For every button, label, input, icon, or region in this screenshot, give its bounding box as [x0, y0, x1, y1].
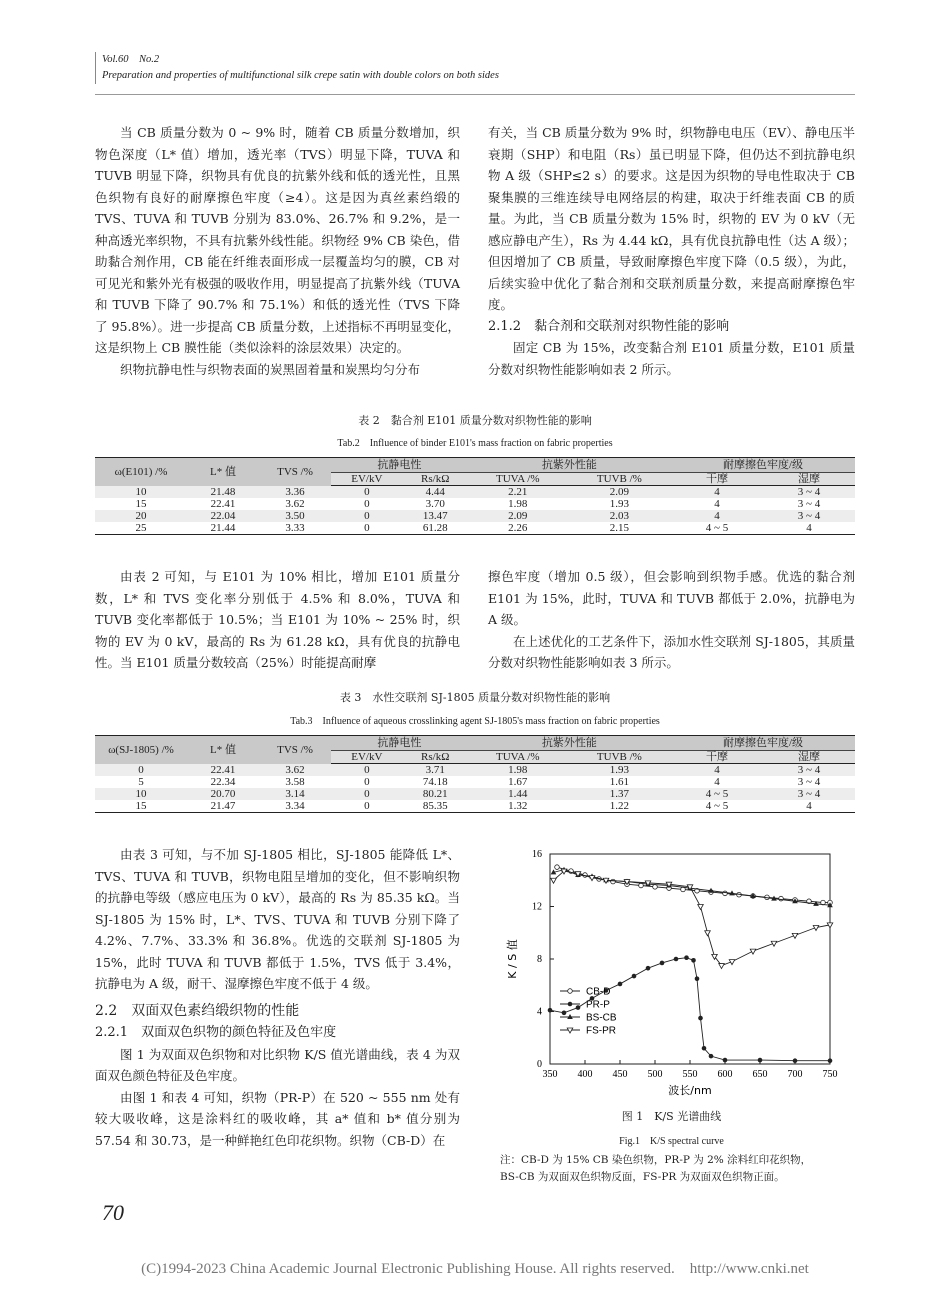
cell: 3 ~ 4: [797, 776, 821, 788]
cell: 4 ~ 5: [671, 800, 763, 813]
cell: 1.61: [609, 776, 629, 788]
cell: 1.22: [568, 800, 671, 813]
cell: 4: [671, 510, 763, 522]
sub-header: EV/kV: [331, 473, 403, 486]
col-header: ω(E101) /%: [95, 458, 187, 486]
table-row: [95, 764, 855, 777]
cell: 0: [364, 776, 370, 788]
cell: 3 ~ 4: [763, 510, 855, 522]
cell: 61.28: [403, 522, 468, 535]
header-rule: [95, 94, 855, 95]
paragraph: 擦色牢度（增加 0.5 级），但会影响到织物手感。优选的黏合剂 E101 为 15%，此时，TUVA 和 TUVB 都低于 2.0%，抗静电为 A 级。: [488, 569, 855, 627]
cell: 2.09: [568, 486, 671, 499]
table-row: [95, 788, 855, 800]
page-number: 70: [102, 1200, 124, 1225]
cell: 2.09: [468, 510, 568, 522]
data-point: [548, 1008, 553, 1013]
cell: 0: [364, 498, 370, 510]
data-point: [576, 1005, 581, 1010]
y-tick-label: 8: [537, 954, 542, 965]
cell: 22.04: [187, 510, 259, 522]
group-header: 耐摩擦色牢度/级: [671, 736, 855, 751]
cell: 15: [135, 498, 147, 510]
x-axis-label: 波长/nm: [668, 1084, 712, 1097]
cell: 20.70: [187, 788, 259, 800]
data-point: [632, 974, 637, 979]
cell: 2.03: [568, 510, 671, 522]
sub-header: Rs/kΩ: [403, 751, 468, 764]
paragraph: 在上述优化的工艺条件下，添加水性交联剂 SJ-1805，其质量分数对织物性能影响如表 3 所示。: [488, 633, 855, 670]
sub-header: TUVA /%: [468, 473, 568, 486]
cell: 3 ~ 4: [797, 498, 821, 510]
cell: 80.21: [403, 788, 468, 800]
x-tick-label: 500: [647, 1069, 663, 1080]
cell: 3.62: [285, 498, 305, 510]
col-header: ω(SJ-1805) /%: [95, 736, 187, 764]
cell: 21.47: [187, 800, 259, 813]
cell: 3.34: [259, 800, 331, 813]
data-point: [551, 878, 557, 883]
cell: 0: [331, 486, 403, 499]
sub-header: 干摩: [671, 473, 763, 486]
cell: 22.34: [210, 776, 236, 788]
cell: 2.26: [468, 522, 568, 535]
group-header: 抗静电性: [331, 458, 468, 473]
data-point: [567, 1028, 573, 1033]
cell: 85.35: [403, 800, 468, 813]
cell: 3.33: [259, 522, 331, 535]
cell: 0: [331, 522, 403, 535]
copyright-footer: (C)1994-2023 China Academic Journal Electronic Publishing House. All rights reserved. http://www.cnki.net: [141, 1261, 809, 1277]
group-header: 抗紫外性能: [468, 458, 671, 473]
x-tick-label: 700: [787, 1069, 803, 1080]
header-title: Preparation and properties of multifunctional silk crepe satin with double colors on both sides: [102, 70, 499, 81]
data-point: [684, 955, 689, 960]
cell: 10: [95, 788, 187, 800]
paragraph: 织物抗静电性与织物表面的炭黑固着量和炭黑均匀分布: [120, 361, 421, 377]
col-header: TVS /%: [259, 458, 331, 486]
table2-caption: 表 2 黏合剂 E101 质量分数对织物性能的影响: [358, 414, 592, 427]
paragraph: 固定 CB 为 15%，改变黏合剂 E101 质量分数，E101 质量分数对织物性能影响如表 2 所示。: [488, 340, 855, 377]
paragraph: 由图 1 和表 4 可知，织物（PR-P）在 520 ~ 555 nm 处有较大吸收峰，这是涂料红的吸收峰，其 a* 值和 b* 值分别为 57.54 和 30.73，是一种鲜艳红色印花织物。织物（CB-D）在: [95, 1089, 460, 1148]
cell: 0: [331, 788, 403, 800]
table-row: [95, 800, 855, 813]
paragraph: 由表 2 可知，与 E101 为 10% 相比，增加 E101 质量分数，L* 和 TVS 变化率分别低于 4.5% 和 8.0%，TUVA 和 TUVB 变化率都低于 10.5%；当 E101 为 10% ~ 25% 时，织物的 EV 为 0 kV，最高的 Rs 为 61.28 kΩ，具有优良的抗静电性。当 E101 质量分数较高（25%）时能提高耐摩: [95, 569, 460, 670]
data-point: [653, 885, 658, 890]
data-point: [568, 989, 573, 994]
data-point: [611, 879, 616, 884]
cell: 0: [95, 764, 187, 777]
table-row: [95, 498, 855, 510]
table-row: [95, 486, 855, 499]
paragraph: 由表 3 可知，与不加 SJ-1805 相比，SJ-1805 能降低 L*、TVS、TUVA 和 TUVB，织物电阻呈增加的变化，但不影响织物的抗静电等级（感应电压为 0 kV），最高的 Rs 为 85.35 kΩ。当 SJ-1805 为 15% 时，L*、TVS、TUVA 和 TUVB 分别下降了 4.2%、7.7%、33.3% 和 36.8%。优选的交联剂 SJ-1805 为 15%，此时 TUVA 和 TUVB 都低于 1.5%，TVS 低于 3.4%，抗静电为 A 级，耐干、湿摩擦色牢度不低于 4 级。: [95, 847, 460, 991]
cell: 3 ~ 4: [763, 486, 855, 499]
table3: [95, 735, 855, 813]
cell: 1.98: [508, 498, 528, 510]
section-heading: 2.1.2 黏合剂和交联剂对织物性能的影响: [488, 318, 730, 334]
cell: 3.71: [403, 764, 468, 777]
sub-header: 湿摩: [763, 751, 855, 764]
cell: 3.50: [259, 510, 331, 522]
table3-caption: 表 3 水性交联剂 SJ-1805 质量分数对织物性能的影响: [339, 691, 611, 704]
figure-note-line: 注：CB-D 为 15% CB 染色织物，PR-P 为 2% 涂料红印花织物，: [500, 1154, 812, 1166]
group-header: 抗静电性: [331, 736, 468, 751]
cell: 1.32: [468, 800, 568, 813]
group-header: 抗紫外性能: [468, 736, 671, 751]
data-point: [695, 976, 700, 981]
cell: 3.62: [259, 764, 331, 777]
data-point: [646, 966, 651, 971]
data-point: [698, 905, 704, 910]
cell: 10: [95, 486, 187, 499]
col-header: TVS /%: [259, 736, 331, 764]
running-header: [95, 52, 499, 84]
data-point: [702, 1046, 707, 1051]
data-point: [567, 1014, 573, 1019]
right-column-mid: [488, 566, 855, 674]
cell: 2.21: [468, 486, 568, 499]
cell: 4: [671, 486, 763, 499]
figure-caption: 图 1 K/S 光谱曲线: [621, 1110, 722, 1123]
table2: [95, 457, 855, 535]
cell: 3.36: [259, 486, 331, 499]
cell: 0: [331, 510, 403, 522]
legend-label: CB-D: [586, 986, 611, 998]
cell: 74.18: [422, 776, 448, 788]
cell: 5: [138, 776, 144, 788]
x-tick-label: 750: [822, 1069, 838, 1080]
left-column-top: [95, 122, 460, 380]
y-tick-label: 0: [537, 1059, 542, 1070]
x-tick-label: 450: [612, 1069, 628, 1080]
cell: 22.41: [210, 498, 236, 510]
cell: 3 ~ 4: [763, 788, 855, 800]
section-heading: 2.2 双面双色素绉缎织物的性能: [95, 1002, 300, 1019]
paragraph: 有关，当 CB 质量分数为 9% 时，织物静电电压（EV）、静电压半衰期（SHP）和电阻（Rs）虽已明显下降，但仍达不到抗静电织物 A 级（SHP≤2 s）的要求。这是因为织物的导电性取决于 CB 聚集膜的三维连续导电网络层的构建，取决于纤维表面 CB 的质量。为此，当 CB 质量分数为 15% 时，织物的 EV 为 0 kV（无感应静电产生），Rs 为 4.44 kΩ，具有优良抗静电性（达 A 级）；但因增加了 CB 质量，导致耐摩擦色牢度下降（0.5 级），为此，后续实验中优化了黏合剂和交联剂质量分数，来提高耐摩擦色牢度。: [488, 125, 855, 312]
figure-note: [500, 1152, 845, 1186]
data-point: [779, 896, 784, 901]
data-point: [723, 891, 728, 896]
series-cb-d: [555, 865, 833, 905]
data-point: [698, 1016, 703, 1021]
cell: 3 ~ 4: [763, 764, 855, 777]
cell: 4: [714, 498, 720, 510]
paragraph: 图 1 为双面双色织物和对比织物 K/S 值光谱曲线，表 4 为双面双色颜色特征及色牢度。: [95, 1046, 460, 1083]
data-point: [709, 1054, 714, 1059]
table2-caption-en: Tab.2 Influence of binder E101's mass fraction on fabric properties: [337, 438, 613, 449]
col-header: L* 值: [187, 736, 259, 764]
cell: 0: [331, 764, 403, 777]
table3-caption-en: Tab.3 Influence of aqueous crosslinking agent SJ-1805's mass fraction on fabric properties: [290, 716, 660, 727]
left-column-mid: [95, 566, 460, 674]
y-tick-label: 16: [532, 849, 542, 860]
cell: 25: [95, 522, 187, 535]
col-header: L* 值: [187, 458, 259, 486]
x-tick-label: 350: [542, 1069, 558, 1080]
data-point: [660, 961, 665, 966]
data-point: [562, 1011, 567, 1016]
cell: 13.47: [403, 510, 468, 522]
data-point: [723, 1058, 728, 1063]
cell: 1.98: [468, 764, 568, 777]
cell: 20: [95, 510, 187, 522]
data-point: [758, 1058, 763, 1063]
data-point: [793, 1058, 798, 1063]
x-tick-label: 550: [682, 1069, 698, 1080]
left-column-bottom: [95, 844, 460, 1151]
table-row: [95, 522, 855, 535]
sub-header: EV/kV: [331, 751, 403, 764]
header-volume: Vol.60 No.2: [102, 54, 160, 65]
sub-header: TUVB /%: [568, 473, 671, 486]
group-header: 耐摩擦色牢度/级: [671, 458, 855, 473]
series-fs-pr: [551, 869, 833, 969]
series-line: [557, 867, 830, 902]
cell: 22.41: [187, 764, 259, 777]
cell: 1.93: [568, 764, 671, 777]
data-point: [719, 964, 725, 969]
cell: 15: [95, 800, 187, 813]
cell: 1.44: [468, 788, 568, 800]
cell: 4: [763, 522, 855, 535]
cell: 3.14: [259, 788, 331, 800]
ks-spectral-chart: [500, 846, 840, 1106]
paragraph: 当 CB 质量分数为 0 ~ 9% 时，随着 CB 质量分数增加，织物色深度（L* 值）增加，透光率（TVS）明显下降，TUVA 和 TUVB 明显下降，织物具有优良的抗紫外线和低的透光性，且黑色织物有良好的耐摩擦色牢度（≥4）。这是因为真丝素绉缎的 TVS、TUVA 和 TUVB 分别为 83.0%、26.7% 和 9.2%，是一种高透光率织物，不具有抗紫外线性能。织物经 9% CB 染色，借助黏合剂作用，CB 能在纤维表面形成一层覆盖均匀的膜，CB 对可见光和紫外光有极强的吸收作用，明显提高了抗紫外线（TUVA 和 TUVB 下降了 90.7% 和 75.1%）和低的透光性（TVS 下降了 95.8%）。进一步提高 CB 质量分数，上述指标不再明显变化，这是织物上 CB 膜性能（类似涂料的涂层效果）决定的。: [95, 125, 460, 355]
data-point: [828, 1058, 833, 1063]
sub-header: Rs/kΩ: [403, 473, 468, 486]
data-point: [691, 958, 696, 963]
cell: 3.58: [285, 776, 305, 788]
x-tick-label: 600: [717, 1069, 733, 1080]
y-tick-label: 4: [537, 1006, 542, 1018]
y-axis-label: K / S 值: [506, 939, 519, 979]
cell: 1.93: [609, 498, 629, 510]
cell: 0: [331, 800, 403, 813]
data-point: [618, 982, 623, 987]
data-point: [705, 931, 711, 936]
data-point: [674, 957, 679, 962]
cell: 4: [671, 764, 763, 777]
x-tick-label: 400: [577, 1069, 593, 1080]
legend-label: PR-P: [586, 999, 610, 1011]
cell: 21.48: [187, 486, 259, 499]
y-tick-label: 12: [532, 901, 542, 913]
figure-note-line: BS-CB 为双面双色织物反面，FS-PR 为双面双色织物正面。: [500, 1171, 785, 1183]
x-tick-label: 650: [752, 1069, 768, 1080]
legend-label: FS-PR: [586, 1025, 616, 1037]
cell: 21.44: [187, 522, 259, 535]
cell: 3.70: [425, 498, 445, 510]
cell: 1.67: [508, 776, 528, 788]
legend-label: BS-CB: [586, 1012, 617, 1024]
cell: 4 ~ 5: [671, 522, 763, 535]
figure-caption-en: Fig.1 K/S spectral curve: [619, 1136, 724, 1147]
right-column-top: [488, 122, 855, 380]
cell: 4 ~ 5: [671, 788, 763, 800]
cell: 1.37: [568, 788, 671, 800]
cell: 2.15: [568, 522, 671, 535]
cell: 4: [714, 776, 720, 788]
sub-header: 干摩: [671, 751, 763, 764]
sub-header: TUVA /%: [468, 751, 568, 764]
data-point: [568, 1002, 573, 1007]
data-point: [555, 865, 560, 870]
table-row: [95, 776, 855, 788]
cell: 4: [763, 800, 855, 813]
cell: 4.44: [403, 486, 468, 499]
subsection-heading: 2.2.1 双面双色织物的颜色特征及色牢度: [95, 1025, 337, 1040]
table-row: [95, 510, 855, 522]
sub-header: 湿摩: [763, 473, 855, 486]
sub-header: TUVB /%: [568, 751, 671, 764]
